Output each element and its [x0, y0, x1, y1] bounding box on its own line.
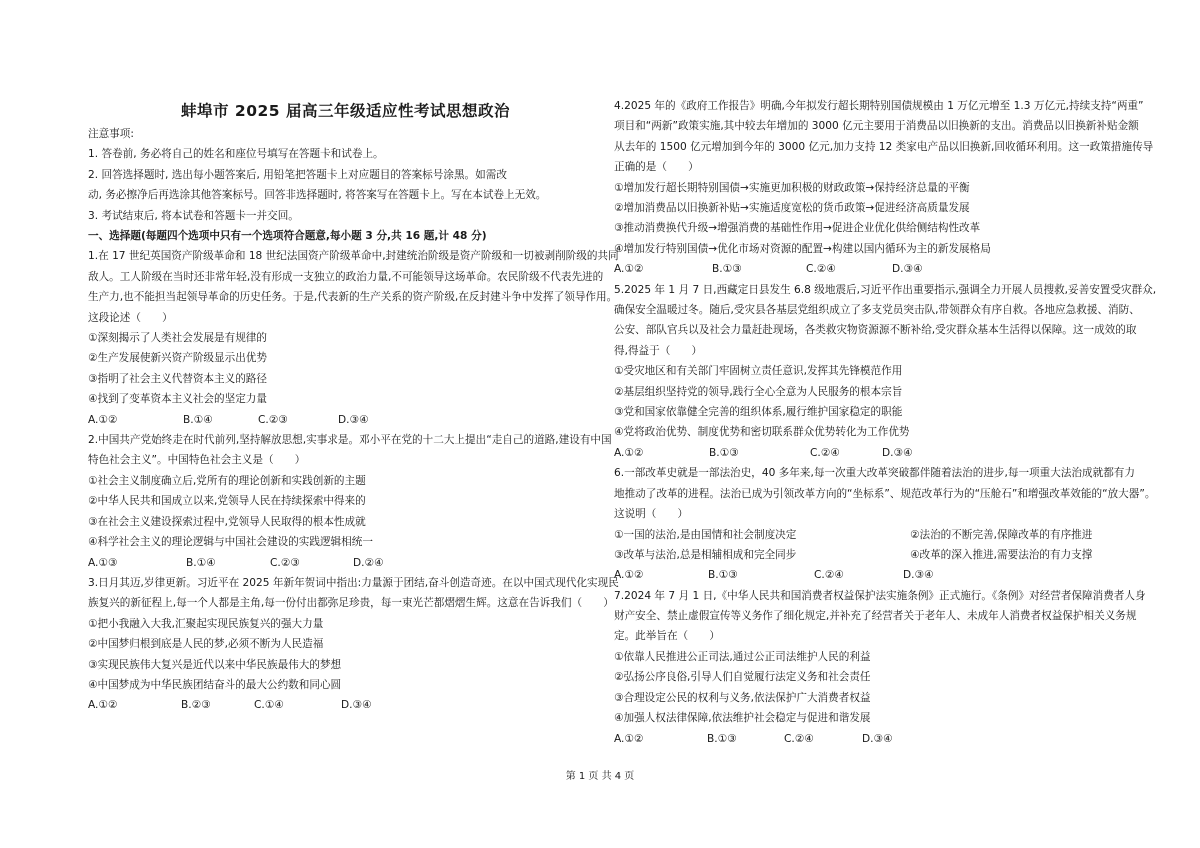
option-d: D.③④: [338, 413, 369, 426]
question-6: [614, 463, 1156, 585]
answer-options: [614, 565, 1129, 585]
statement-item: ④科学社会主义的理论逻辑与中国社会建设的实践逻辑相统一: [88, 536, 373, 549]
question-stem: 公安、部队官兵以及社会力量赶赴现场，各类救灾物资源源不断补给,受灾群众基本生活得以保障。这一成效的取: [614, 324, 1137, 337]
option-b: B.①③: [707, 732, 737, 745]
option-d: D.③④: [882, 446, 913, 459]
answer-options: [88, 410, 603, 430]
question-3: [88, 573, 619, 716]
statement-item: ③合理设定公民的权利与义务,依法保护广大消费者权益: [614, 691, 871, 704]
statement-item: ④改革的深入推进,需要法治的有力支撑: [910, 548, 1093, 561]
option-a: A.①②: [88, 413, 118, 426]
section-heading: 一、选择题(每题四个选项中只有一个选项符合题意,每小题 3 分,共 16 题,计 48 分): [88, 230, 487, 243]
statement-item: ①受灾地区和有关部门牢固树立责任意识,发挥其先锋模范作用: [614, 365, 903, 378]
statement-item: ②生产发展使新兴资产阶级显示出优势: [88, 352, 267, 365]
statement-item: ①依靠人民推进公正司法,通过公正司法维护人民的利益: [614, 650, 871, 663]
option-c: C.②③: [258, 413, 288, 426]
option-a: A.①②: [614, 263, 644, 276]
question-4: [614, 96, 1154, 280]
option-d: D.③④: [341, 699, 372, 712]
statement-row: [614, 525, 1129, 545]
statement-item: ①增加发行超长期特别国债→实施更加积极的财政政策→保持经济总量的平衡: [614, 181, 970, 194]
statement-item: ①社会主义制度确立后,党所有的理论创新和实践创新的主题: [88, 474, 366, 487]
option-b: B.①④: [183, 413, 213, 426]
statement-item: ③改革与法治,总是相辅相成和完全同步: [614, 548, 797, 561]
question-1: [88, 246, 619, 430]
question-stem: 这说明（ ）: [614, 508, 689, 521]
statement-item: ④增加发行特别国债→优化市场对资源的配置→构建以国内循环为主的新发展格局: [614, 242, 991, 255]
question-stem: 从去年的 1500 亿元增加到今年的 3000 亿元,加力支持 12 类家电产品以旧换新,回收循环利用。这一政策措施传导: [614, 140, 1154, 153]
answer-options: [614, 259, 1129, 279]
statement-item: ④加强人权法律保障,依法维护社会稳定与促进和谐发展: [614, 712, 871, 725]
question-stem: 生产力,也不能担当起领导革命的历史任务。于是,代表新的生产关系的资产阶级,在反封建斗争中发挥了领导作用。: [88, 291, 618, 304]
question-7: [614, 586, 1146, 749]
question-stem: 特色社会主义”。中国特色社会主义是（ ）: [88, 454, 306, 467]
option-b: B.②③: [181, 699, 211, 712]
right-column: [614, 96, 1157, 749]
statement-item: ②法治的不断完善,保障改革的有序推进: [910, 528, 1093, 541]
answer-options: [88, 553, 603, 573]
statement-item: ④中国梦成为中华民族团结奋斗的最大公约数和同心圆: [88, 678, 342, 691]
question-stem: 7.2024 年 7 月 1 日,《中华人民共和国消费者权益保护法实施条例》正式施行。《条例》对经营者保障消费者人身: [614, 589, 1146, 602]
question-2: [88, 430, 612, 573]
left-column: [88, 100, 619, 716]
statement-item: ①深刻揭示了人类社会发展是有规律的: [88, 332, 267, 345]
statement-item: ③党和国家依靠健全完善的组织体系,履行维护国家稳定的职能: [614, 406, 903, 419]
question-stem: 2.中国共产党始终走在时代前列,坚持解放思想,实事求是。邓小平在党的十二大上提出“走自己的道路,建设有中国: [88, 434, 612, 447]
option-d: D.②④: [353, 556, 384, 569]
option-d: D.③④: [903, 569, 934, 582]
question-stem: 确保安全温暖过冬。随后,受灾县各基层党组织成立了多支党员突击队,带领群众有序自救。各地应急救援、消防、: [614, 304, 1140, 317]
question-stem: 这段论述（ ）: [88, 311, 173, 324]
option-b: B.①③: [709, 446, 739, 459]
option-c: C.①④: [254, 699, 284, 712]
statement-item: ③推动消费换代升级→增强消费的基础性作用→促进企业优化供给侧结构性改革: [614, 222, 981, 235]
statement-item: ②中华人民共和国成立以来,党领导人民在持续探索中得来的: [88, 495, 366, 508]
statement-item: ①一国的法治,是由国情和社会制度决定: [614, 528, 797, 541]
question-stem: 正确的是（ ）: [614, 161, 699, 174]
statement-item: ②弘扬公序良俗,引导人们自觉履行法定义务和社会责任: [614, 671, 871, 684]
option-a: A.①②: [88, 699, 118, 712]
exam-title: 蚌埠市 2025 届高三年级适应性考试思想政治: [181, 102, 510, 120]
statement-row: [614, 545, 1129, 565]
option-b: B.①③: [708, 569, 738, 582]
statement-item: ②基层组织坚持党的领导,践行全心全意为人民服务的根本宗旨: [614, 385, 903, 398]
notice-line: 1. 答卷前, 务必将自己的姓名和座位号填写在答题卡和试卷上。: [88, 148, 384, 161]
question-stem: 财产安全、禁止虚假宣传等义务作了细化规定,并补充了经营者关于老年人、未成年人消费者权益保护相关义务规: [614, 610, 1137, 623]
option-d: D.③④: [892, 263, 923, 276]
question-stem: 地推动了改革的进程。法治已成为引领改革方向的“坐标系”、规范改革行为的“压舱石”和增强改革效能的“放大器”。: [614, 487, 1156, 500]
answer-options: [614, 443, 1129, 463]
question-stem: 3.日月其迈,岁律更新。习近平在 2025 年新年贺词中指出:力量源于团结,奋斗创造奇迹。在以中国式现代化实现民: [88, 576, 619, 589]
option-a: A.①②: [614, 446, 644, 459]
option-a: A.①②: [614, 732, 644, 745]
statement-item: ②中国梦归根到底是人民的梦,必须不断为人民造福: [88, 638, 324, 651]
notice-line: 动, 务必擦净后再选涂其他答案标号。回答非选择题时, 将答案写在答题卡上。写在本试卷上无效。: [88, 189, 547, 202]
answer-options: [614, 729, 1129, 749]
question-stem: 5.2025 年 1 月 7 日,西藏定日县发生 6.8 级地震后,习近平作出重要指示,强调全力开展人员搜救,妥善安置受灾群众,: [614, 283, 1157, 296]
option-c: C.②④: [810, 446, 840, 459]
page-footer: 第 1 页 共 4 页: [565, 771, 635, 782]
statement-item: ③实现民族伟大复兴是近代以来中华民族最伟大的梦想: [88, 658, 342, 671]
notice-line: 3. 考试结束后, 将本试卷和答题卡一并交回。: [88, 209, 299, 222]
statement-item: ①把小我融入大我,汇聚起实现民族复兴的强大力量: [88, 617, 324, 630]
option-a: A.①②: [614, 569, 644, 582]
question-stem: 6.一部改革史就是一部法治史，40 多年来,每一次重大改革突破都伴随着法治的进步,每一项重大法治成就都有力: [614, 467, 1135, 480]
question-stem: 4.2025 年的《政府工作报告》明确,今年拟发行超长期特别国债规模由 1 万亿元增至 1.3 万亿元,持续支持“两重”: [614, 100, 1144, 112]
question-stem: 族复兴的新征程上,每一个人都是主角,每一份付出都弥足珍贵，每一束光芒都熠熠生辉。这意在告诉我们（ ）: [88, 597, 614, 610]
option-b: B.①④: [186, 556, 216, 569]
question-stem: 得,得益于（ ）: [614, 344, 703, 357]
statement-item: ③指明了社会主义代替资本主义的路径: [88, 372, 267, 385]
option-d: D.③④: [862, 732, 893, 745]
question-stem: 敌人。工人阶级在当时还非常年轻,没有形成一支独立的政治力量,不可能领导这场革命。农民阶级不代表先进的: [88, 270, 604, 283]
statement-item: ④党将政治优势、制度优势和密切联系群众优势转化为工作优势: [614, 426, 910, 439]
option-c: C.②④: [814, 569, 844, 582]
question-stem: 1.在 17 世纪英国资产阶级革命和 18 世纪法国资产阶级革命中,封建统治阶级是资产阶级和一切被剥削阶级的共同: [88, 250, 619, 263]
answer-options: [88, 695, 603, 715]
notice-heading: 注意事项:: [88, 128, 134, 140]
option-c: C.②④: [784, 732, 814, 745]
notice-line: 2. 回答选择题时, 选出每小题答案后, 用铅笔把答题卡上对应题目的答案标号涂黑。如需改: [88, 168, 507, 181]
statement-item: ④找到了变革资本主义社会的坚定力量: [88, 393, 267, 406]
option-c: C.②④: [806, 263, 836, 276]
question-stem: 项目和“两新”政策实施,其中较去年增加的 3000 亿元主要用于消费品以旧换新的支出。消费品以旧换新补贴金额: [614, 120, 1139, 133]
question-5: [614, 280, 1157, 464]
statement-item: ③在社会主义建设探索过程中,党领导人民取得的根本性成就: [88, 515, 366, 528]
option-b: B.①③: [712, 263, 742, 276]
statement-item: ②增加消费品以旧换新补贴→实施适度宽松的货币政策→促进经济高质量发展: [614, 202, 970, 215]
option-a: A.①③: [88, 556, 118, 569]
question-stem: 定。此举旨在（ ）: [614, 630, 720, 643]
option-c: C.②③: [270, 556, 300, 569]
